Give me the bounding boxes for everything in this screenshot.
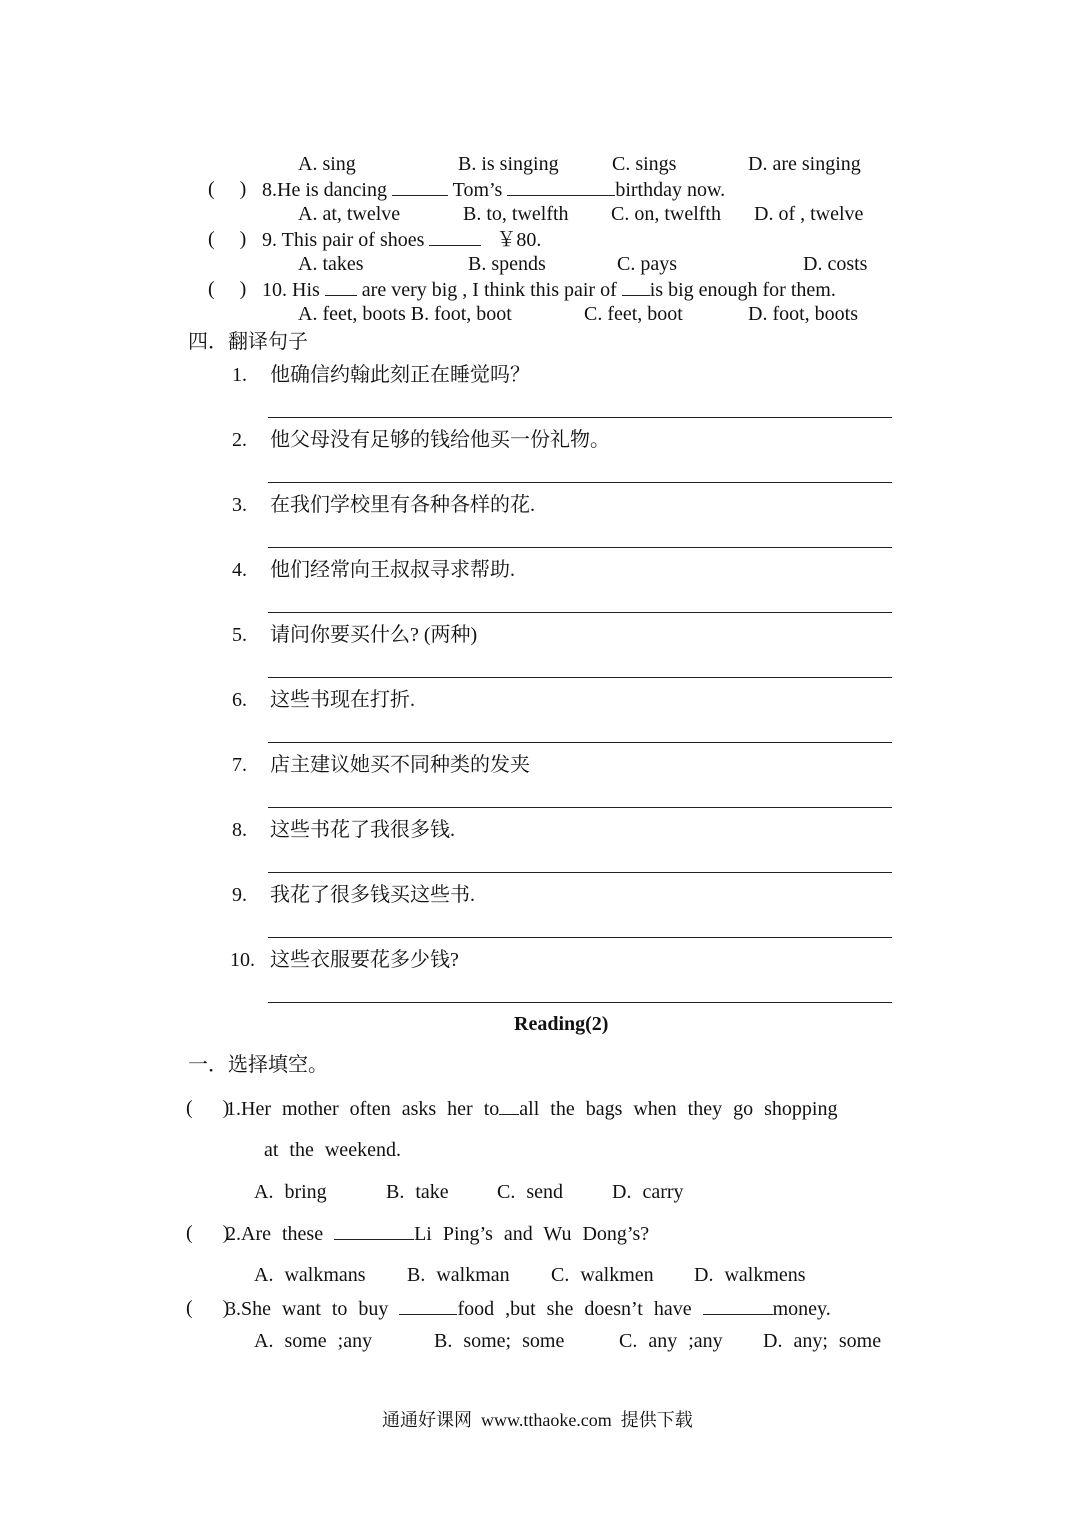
r-q3-option-c: C. any ;any xyxy=(619,1330,723,1352)
q10-question: 10. His are very big , I think this pair of is big enough for them. xyxy=(262,279,836,301)
translation-number: 3. xyxy=(232,494,247,516)
r-q1-option-a: A. bring xyxy=(254,1181,327,1203)
q10-option-ab: A. feet, boots B. foot, boot xyxy=(298,303,512,325)
answer-line[interactable] xyxy=(268,742,892,743)
r-q2-paren: ( ) xyxy=(186,1222,230,1244)
q9-option-b: B. spends xyxy=(468,253,546,275)
translation-prompt: 在我们学校里有各种各样的花. xyxy=(270,494,535,516)
translation-prompt: 他父母没有足够的钱给他买一份礼物。 xyxy=(270,429,610,451)
section-1-heading: 一．选择填空。 xyxy=(188,1054,328,1076)
r-q3-option-d: D. any; some xyxy=(763,1330,882,1352)
r-q2-question: 2.Are these Li Ping’s and Wu Dong’s? xyxy=(226,1223,650,1245)
q7-option-b: B. is singing xyxy=(458,153,559,175)
translation-prompt: 我花了很多钱买这些书. xyxy=(270,884,475,906)
r-q3-option-b: B. some; some xyxy=(434,1330,565,1352)
r-q3-question: 3.She want to buy food ,but she doesn’t have money. xyxy=(226,1298,831,1320)
translation-prompt: 他们经常向王叔叔寻求帮助. xyxy=(270,559,515,581)
section-4-heading: 四．翻译句子 xyxy=(188,331,308,353)
answer-line[interactable] xyxy=(268,937,892,938)
r-q2-option-c: C. walkmen xyxy=(551,1264,654,1286)
q9-paren: ( ) xyxy=(208,228,247,250)
answer-line[interactable] xyxy=(268,872,892,873)
answer-line[interactable] xyxy=(268,417,892,418)
q8-option-a: A. at, twelve xyxy=(298,203,401,225)
translation-number: 4. xyxy=(232,559,247,581)
answer-line[interactable] xyxy=(268,482,892,483)
answer-line[interactable] xyxy=(268,807,892,808)
q9-question: 9. This pair of shoes ￥80. xyxy=(262,229,542,251)
q10-option-c: C. feet, boot xyxy=(584,303,683,325)
answer-line[interactable] xyxy=(268,547,892,548)
translation-prompt: 店主建议她买不同种类的发夹 xyxy=(270,754,530,776)
r-q1-continuation: at the weekend. xyxy=(264,1139,401,1161)
r-q3-option-a: A. some ;any xyxy=(254,1330,373,1352)
translation-number: 7. xyxy=(232,754,247,776)
page-footer: 通通好课网 www.tthaoke.com 提供下载 xyxy=(382,1410,693,1430)
q8-option-d: D. of , twelve xyxy=(754,203,864,225)
q10-option-d: D. foot, boots xyxy=(748,303,858,325)
r-q1-option-c: C. send xyxy=(497,1181,563,1203)
q8-option-b: B. to, twelfth xyxy=(463,203,569,225)
q8-paren: ( ) xyxy=(208,178,247,200)
answer-line[interactable] xyxy=(268,612,892,613)
answer-line[interactable] xyxy=(268,677,892,678)
translation-number: 9. xyxy=(232,884,247,906)
translation-prompt: 请问你要买什么? (两种) xyxy=(270,624,478,646)
r-q1-paren: ( ) xyxy=(186,1097,230,1119)
r-q2-option-d: D. walkmens xyxy=(694,1264,806,1286)
r-q3-paren: ( ) xyxy=(186,1297,230,1319)
q7-option-c: C. sings xyxy=(612,153,677,175)
translation-number: 1. xyxy=(232,364,247,386)
r-q2-option-b: B. walkman xyxy=(407,1264,510,1286)
translation-number: 5. xyxy=(232,624,247,646)
r-q1-option-b: B. take xyxy=(386,1181,449,1203)
q8-question: 8.He is dancing Tom’s birthday now. xyxy=(262,179,726,201)
r-q2-option-a: A. walkmans xyxy=(254,1264,366,1286)
q9-option-d: D. costs xyxy=(803,253,868,275)
r-q1-option-d: D. carry xyxy=(612,1181,684,1203)
translation-number: 8. xyxy=(232,819,247,841)
translation-prompt: 这些书花了我很多钱. xyxy=(270,819,455,841)
q8-option-c: C. on, twelfth xyxy=(611,203,721,225)
q9-option-a: A. takes xyxy=(298,253,364,275)
translation-prompt: 这些书现在打折. xyxy=(270,689,415,711)
translation-prompt: 他确信约翰此刻正在睡觉吗？ xyxy=(270,364,530,386)
answer-line[interactable] xyxy=(268,1002,892,1003)
q10-paren: ( ) xyxy=(208,278,247,300)
translation-number: 10. xyxy=(230,949,255,971)
reading-2-title: Reading(2) xyxy=(514,1013,609,1035)
q7-option-a: A. sing xyxy=(298,153,356,175)
q7-option-d: D. are singing xyxy=(748,153,861,175)
translation-prompt: 这些衣服要花多少钱? xyxy=(270,949,459,971)
r-q1-question: 1.Her mother often asks her to all the bags when they go shopping xyxy=(226,1098,838,1120)
q9-option-c: C. pays xyxy=(617,253,677,275)
translation-number: 2. xyxy=(232,429,247,451)
translation-number: 6. xyxy=(232,689,247,711)
